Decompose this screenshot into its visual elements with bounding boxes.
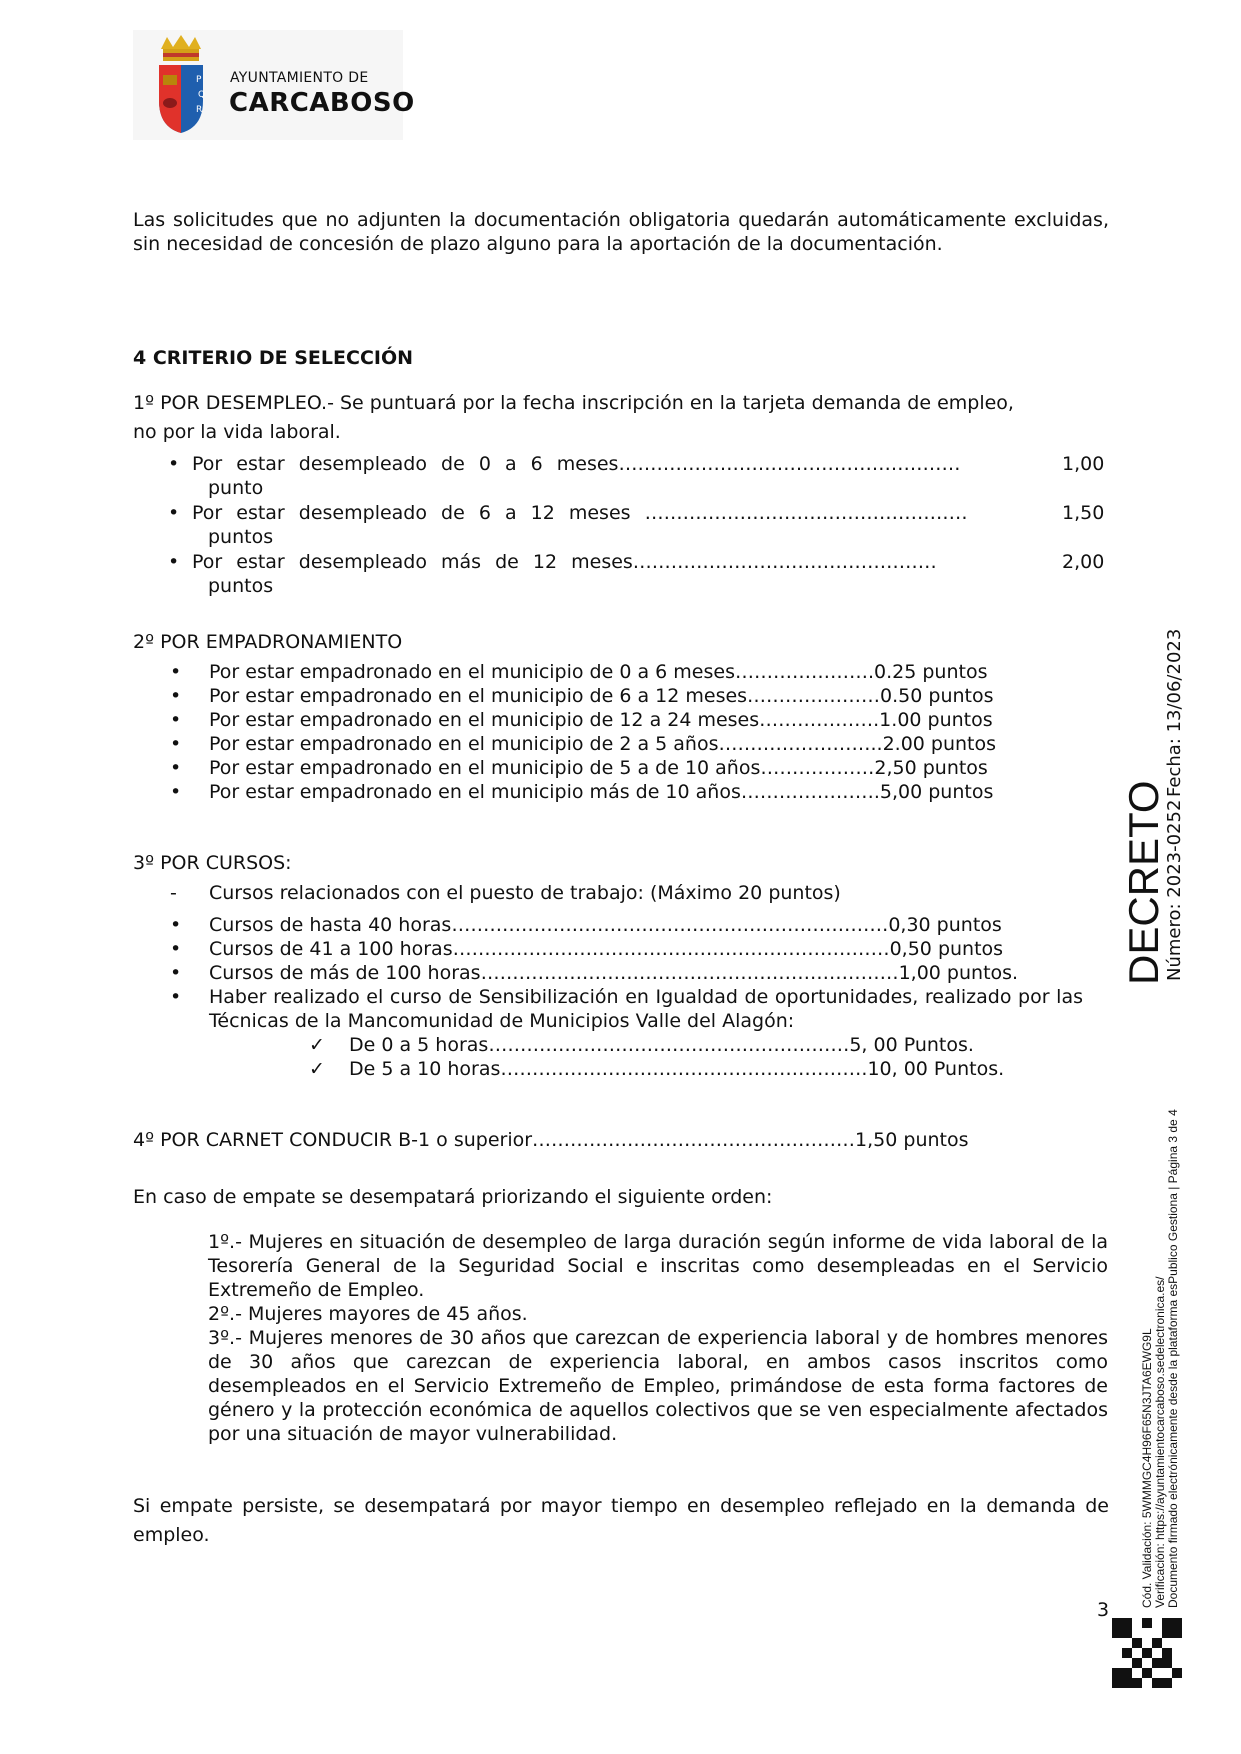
- logo-line-2: CARCABOSO: [229, 88, 415, 118]
- bullet-icon: •: [170, 938, 182, 960]
- bullet-icon: •: [170, 914, 182, 936]
- desempleo-points: 1,00: [1062, 453, 1105, 475]
- shield-letter-r: R: [196, 105, 203, 115]
- desempleo-unit: puntos: [208, 575, 274, 597]
- check-icon: ✓: [309, 1034, 325, 1056]
- empate-p2: 2º.- Mujeres mayores de 45 años.: [208, 1303, 528, 1325]
- sidebar-documento: Documento firmado electrónicamente desde la plataforma esPublico Gestiona | Página 3 de 4: [1166, 1109, 1180, 1608]
- intro-paragraph: Las solicitudes que no adjunten la documentación obligatoria quedarán automáticamente excluidas, sin necesidad de concesión de plazo alguno para la aportación de la documentación.: [133, 209, 1109, 255]
- bullet-icon: •: [168, 551, 180, 573]
- logo-line-1: AYUNTAMIENTO DE: [230, 70, 369, 86]
- sidebar-cod: Cód. Validación: 5WMMGC4H96F65N3JTA6EWG9L: [1140, 1328, 1154, 1608]
- bullet-icon: •: [170, 709, 182, 731]
- empate-intro: En caso de empate se desempatará priorizando el siguiente orden:: [133, 1186, 773, 1208]
- section-title: 4 CRITERIO DE SELECCIÓN: [133, 347, 414, 369]
- bullet-icon: •: [170, 962, 182, 984]
- sidebar-numero: Número: 2023-0252: [1164, 799, 1185, 981]
- bullet-icon: •: [170, 757, 182, 779]
- bullet-icon: •: [170, 781, 182, 803]
- desempleo-unit: puntos: [208, 526, 274, 548]
- desempleo-unit: punto: [208, 477, 264, 499]
- shield-letter-p: P: [196, 75, 202, 85]
- desempleo-points: 1,50: [1062, 502, 1105, 524]
- bullet-icon: •: [170, 733, 182, 755]
- desempleo-text: Por estar desempleado de 6 a 12 meses ……………………………………………: [192, 502, 968, 524]
- empadronamiento-heading: 2º POR EMPADRONAMIENTO: [133, 631, 403, 653]
- sidebar-decreto: DECRETO: [1120, 780, 1167, 985]
- desempleo-heading: 1º POR DESEMPLEO.- Se puntuará por la fecha inscripción en la tarjeta demanda de empleo,: [133, 392, 1014, 414]
- sidebar-verificacion: Verificación: https://ayuntamientocarcaboso.sedelectronica.es/: [1153, 1276, 1167, 1608]
- final-paragraph: Si empate persiste, se desempatará por mayor tiempo en desempleo reflejado en la demanda de empleo.: [133, 1495, 1109, 1546]
- dash-icon: -: [170, 882, 177, 904]
- desempleo-text: Por estar desempleado de 0 a 6 meses………………………………………………: [192, 453, 961, 475]
- page-number: 3: [1097, 1599, 1110, 1621]
- sidebar-fecha: Fecha: 13/06/2023: [1164, 628, 1185, 797]
- bullet-icon: •: [170, 986, 182, 1008]
- bullet-icon: •: [168, 502, 180, 524]
- qr-code-icon: [1112, 1618, 1182, 1688]
- carnet-line: 4º POR CARNET CONDUCIR B-1 o superior……………………………………………1,50 puntos: [133, 1129, 969, 1151]
- coat-of-arms-icon: [153, 35, 209, 135]
- bullet-icon: •: [170, 685, 182, 707]
- check-icon: ✓: [309, 1058, 325, 1080]
- desempleo-text: Por estar desempleado más de 12 meses…………………………………………: [192, 551, 937, 573]
- bullet-icon: •: [170, 661, 182, 683]
- bullet-icon: •: [168, 453, 180, 475]
- cursos-heading: 3º POR CURSOS:: [133, 852, 292, 874]
- igualdad-text: Haber realizado el curso de Sensibilización en Igualdad de oportunidades, realizado por las Técnicas de la Mancomunidad de Municipios Valle del Alagón:: [209, 986, 1083, 1032]
- empate-p1: 1º.- Mujeres en situación de desempleo de larga duración según informe de vida laboral de la Tesorería General de la Seguridad Social e inscritas como desempleadas en el Servicio Extremeño de Empleo.: [208, 1231, 1108, 1301]
- header-logo: [133, 30, 415, 140]
- shield-letter-q: Q: [198, 90, 206, 100]
- empate-p3: 3º.- Mujeres menores de 30 años que carezcan de experiencia laboral y de hombres menores de 30 años que carezcan de experiencia laboral, en ambos casos inscritos como desempleados en el Servicio Extremeño de Empleo, primándose de esta forma factores de género y la protección económica de aquellos colectivos que se ven especialmente afectados por una situación de mayor vulnerabilidad.: [208, 1327, 1108, 1445]
- desempleo-points: 2,00: [1062, 551, 1105, 573]
- desempleo-heading-2: no por la vida laboral.: [133, 421, 341, 443]
